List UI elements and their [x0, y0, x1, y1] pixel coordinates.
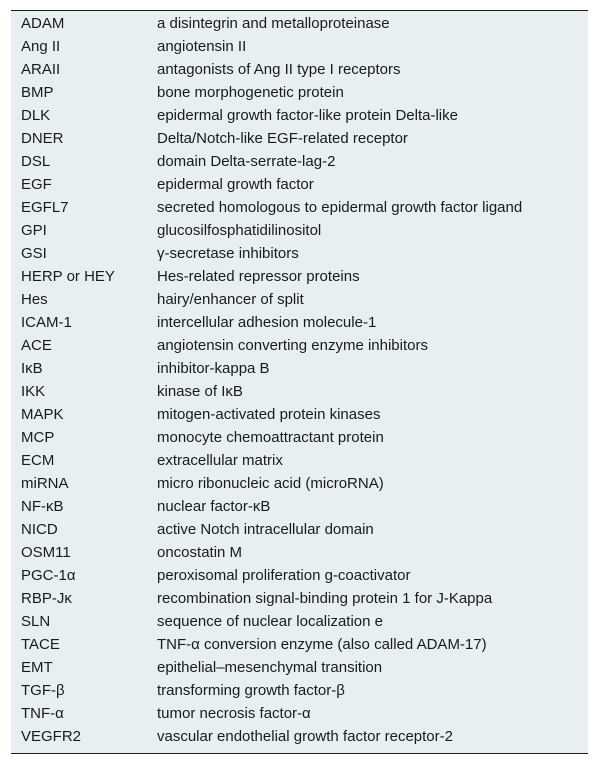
abbreviation-cell: ACE — [21, 337, 52, 354]
definition-cell: micro ribonucleic acid (microRNA) — [157, 475, 384, 492]
table-row — [11, 311, 588, 334]
table-row — [11, 150, 588, 173]
definition-cell: Hes-related repressor proteins — [157, 268, 360, 285]
definition-cell: TNF-α conversion enzyme (also called ADAM-17) — [157, 636, 487, 653]
abbreviation-cell: GPI — [21, 222, 47, 239]
abbreviation-cell: TGF-β — [21, 682, 65, 699]
table-row — [11, 679, 588, 702]
definition-cell: epidermal growth factor-like protein Delta-like — [157, 107, 458, 124]
definition-cell: epithelial–mesenchymal transition — [157, 659, 383, 676]
table-row — [11, 127, 588, 150]
table-row — [11, 242, 588, 265]
table-row — [11, 104, 588, 127]
definition-cell: secreted homologous to epidermal growth factor ligand — [157, 199, 523, 216]
definition-cell: oncostatin M — [157, 544, 243, 561]
abbreviation-cell: BMP — [21, 84, 54, 101]
table-row — [11, 633, 588, 656]
abbreviation-cell: ADAM — [21, 15, 65, 32]
abbreviation-cell: MAPK — [21, 406, 64, 423]
definition-cell: γ-secretase inhibitors — [157, 245, 299, 262]
table-row — [11, 35, 588, 58]
table-row — [11, 610, 588, 633]
abbreviation-cell: ECM — [21, 452, 55, 469]
table-row — [11, 81, 588, 104]
abbreviation-cell: OSM11 — [21, 544, 71, 561]
abbreviation-cell: Hes — [21, 291, 48, 308]
definition-cell: epidermal growth factor — [157, 176, 314, 193]
abbreviation-cell: DLK — [21, 107, 51, 124]
table-row — [11, 702, 588, 725]
table-row — [11, 518, 588, 541]
table-row — [11, 472, 588, 495]
definition-cell: mitogen-activated protein kinases — [157, 406, 381, 423]
abbreviation-cell: HERP or HEY — [21, 268, 115, 285]
definition-cell: angiotensin converting enzyme inhibitors — [157, 337, 428, 354]
table-row — [11, 357, 588, 380]
abbreviation-cell: EMT — [21, 659, 53, 676]
table-row — [11, 495, 588, 518]
abbreviation-cell: DNER — [21, 130, 64, 147]
abbreviation-cell: EGFL7 — [21, 199, 69, 216]
table-row — [11, 656, 588, 679]
definition-cell: Delta/Notch-like EGF-related receptor — [157, 130, 408, 147]
definition-cell: tumor necrosis factor-α — [157, 705, 311, 722]
definition-cell: angiotensin II — [157, 38, 247, 55]
table-row — [11, 58, 588, 81]
definition-cell: bone morphogenetic protein — [157, 84, 344, 101]
definition-cell: active Notch intracellular domain — [157, 521, 374, 538]
definition-cell: a disintegrin and metalloproteinase — [157, 15, 390, 32]
abbreviation-cell: IκB — [21, 360, 43, 377]
definition-cell: antagonists of Ang II type I receptors — [157, 61, 401, 78]
abbreviation-cell: TACE — [21, 636, 60, 653]
definition-cell: glucosilfosphatidilinositol — [157, 222, 322, 239]
definition-cell: inhibitor-kappa B — [157, 360, 270, 377]
abbreviation-cell: RBP-Jκ — [21, 590, 72, 607]
definition-cell: monocyte chemoattractant protein — [157, 429, 384, 446]
definition-cell: hairy/enhancer of split — [157, 291, 304, 308]
abbreviation-cell: Ang II — [21, 38, 61, 55]
definition-cell: intercellular adhesion molecule-1 — [157, 314, 377, 331]
table-row — [11, 725, 588, 748]
definition-cell: domain Delta-serrate-lag-2 — [157, 153, 336, 170]
abbreviation-cell: MCP — [21, 429, 55, 446]
table-row — [11, 173, 588, 196]
abbreviation-cell: IKK — [21, 383, 46, 400]
abbreviations-table — [11, 10, 588, 754]
definition-cell: nuclear factor-κB — [157, 498, 271, 515]
abbreviation-cell: EGF — [21, 176, 52, 193]
table-row — [11, 541, 588, 564]
abbreviation-cell: VEGFR2 — [21, 728, 82, 745]
abbreviation-cell: PGC-1α — [21, 567, 76, 584]
table-row — [11, 219, 588, 242]
abbreviation-cell: GSI — [21, 245, 47, 262]
abbreviation-cell: NF-κB — [21, 498, 64, 515]
abbreviation-cell: TNF-α — [21, 705, 64, 722]
definition-cell: transforming growth factor-β — [157, 682, 345, 699]
definition-cell: recombination signal-binding protein 1 for J-Kappa — [157, 590, 493, 607]
abbreviation-cell: NICD — [21, 521, 58, 538]
abbreviation-cell: DSL — [21, 153, 51, 170]
table-row — [11, 380, 588, 403]
table-row — [11, 334, 588, 357]
table-row — [11, 288, 588, 311]
table-row — [11, 196, 588, 219]
definition-cell: vascular endothelial growth factor receptor-2 — [157, 728, 453, 745]
abbreviation-cell: SLN — [21, 613, 51, 630]
table-row — [11, 587, 588, 610]
table-row — [11, 12, 588, 35]
definition-cell: extracellular matrix — [157, 452, 283, 469]
table-row — [11, 265, 588, 288]
table-row — [11, 403, 588, 426]
abbreviation-cell: miRNA — [21, 475, 69, 492]
definition-cell: peroxisomal proliferation g-coactivator — [157, 567, 411, 584]
table-row — [11, 449, 588, 472]
table-row — [11, 564, 588, 587]
definition-cell: kinase of IκB — [157, 383, 243, 400]
definition-cell: sequence of nuclear localization e — [157, 613, 383, 630]
table-row — [11, 426, 588, 449]
abbreviation-cell: ICAM-1 — [21, 314, 72, 331]
abbreviation-cell: ARAII — [21, 61, 61, 78]
